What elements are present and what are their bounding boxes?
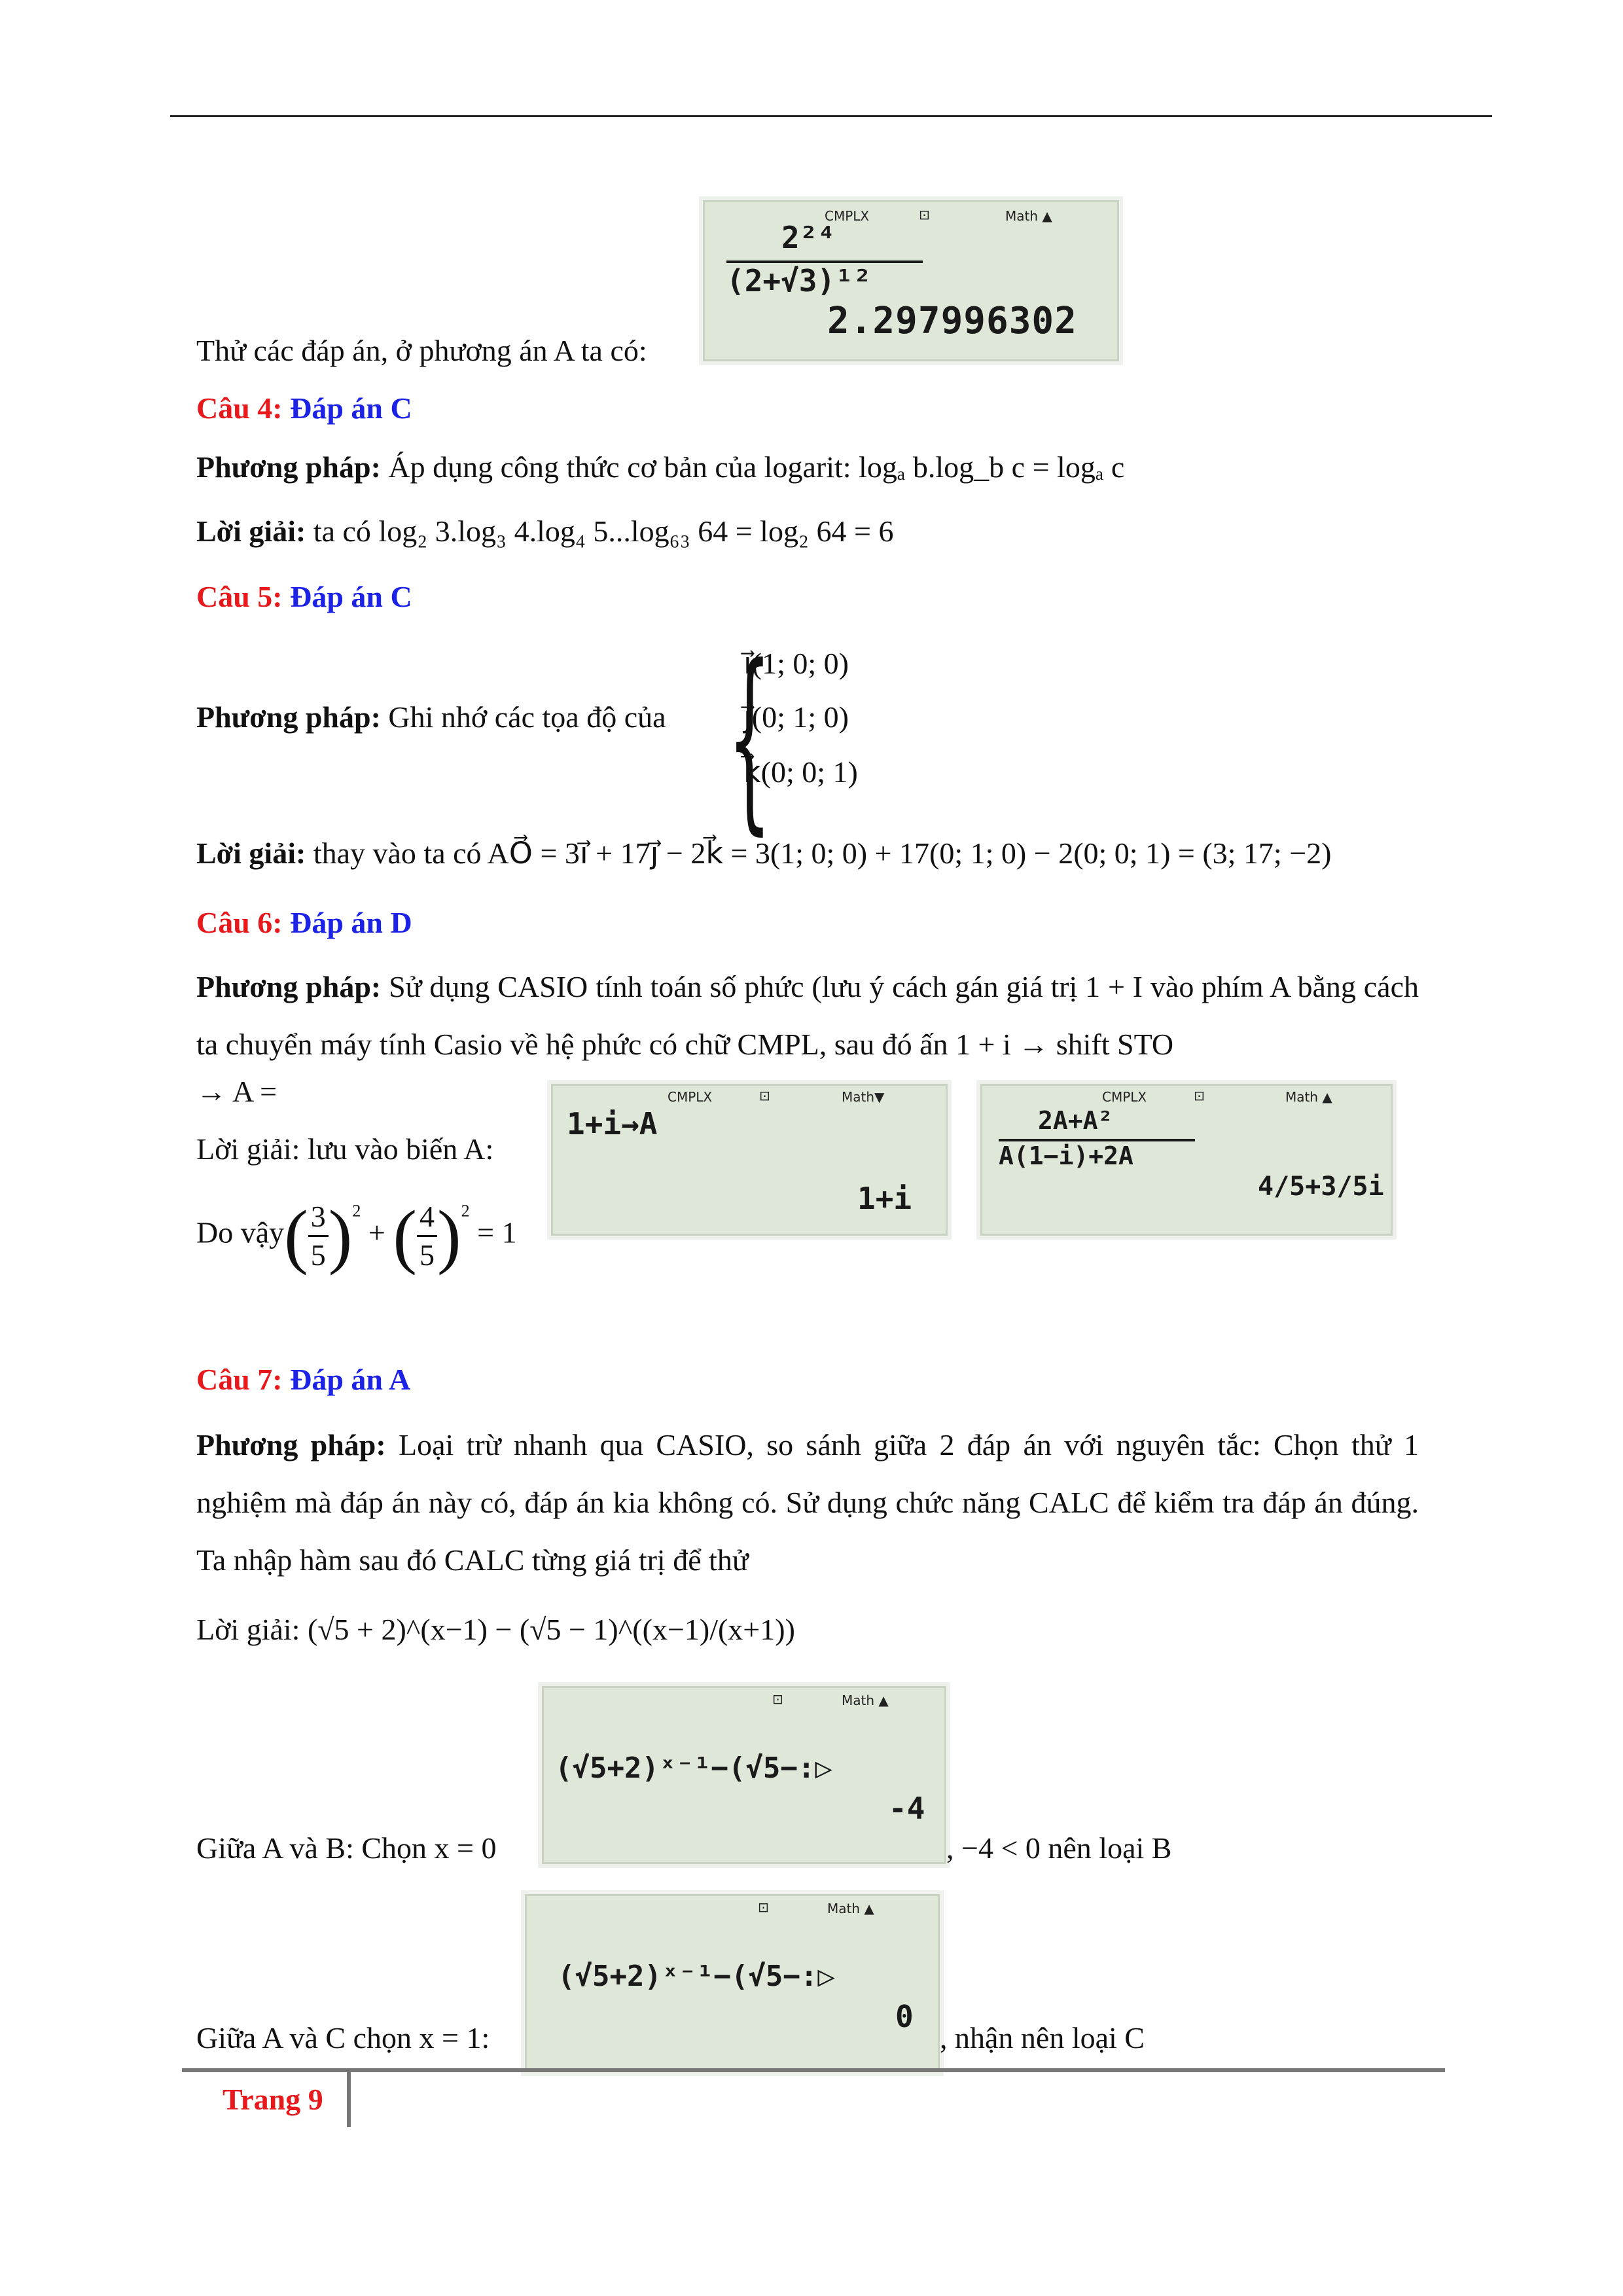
q7-method: Phương pháp: Loại trừ nhanh qua CASIO, so sánh giữa 2 đáp án với nguyên tắc: Chọn thử 1 nghiệm mà đáp án này có, đáp án kia không có. Sử dụng chức năng CALC để kiểm tra đáp án đúng. Ta nhập hàm sau đó CALC từng giá trị để thử [196, 1428, 1419, 1577]
footer-rule [182, 2068, 1445, 2072]
math-indicator: Math ▲ [1285, 1089, 1332, 1105]
q5-vector-i: i⃗(1; 0; 0) [743, 647, 849, 680]
math-indicator: Math ▲ [842, 1693, 889, 1708]
q4-heading: Câu 4: Đáp án C [196, 391, 412, 425]
q7-line-ab: Giữa A và B: Chọn x = 0 [196, 1831, 497, 1865]
disp-indicator: ⊡ [1194, 1088, 1205, 1103]
calc-input-line: 1+i→A [567, 1106, 658, 1141]
header-rule [170, 115, 1492, 117]
calc-result: 0 [895, 1999, 914, 2034]
q5-method: Phương pháp: Ghi nhớ các tọa độ của [196, 700, 666, 734]
q7-heading: Câu 7: Đáp án A [196, 1363, 411, 1396]
math-indicator: Math ▲ [827, 1901, 874, 1916]
q6-method: Phương pháp: Sử dụng CASIO tính toán số phức (lưu ý cách gán giá trị 1 + I vào phím A bằng cách ta chuyển máy tính Casio về hệ phức có chữ CMPL, sau đó ấn 1 + i → shift STO [196, 970, 1419, 1061]
q5-solution: Lời giải: thay vào ta có AO⃗ = 3i⃗ + 17j⃗ − 2k⃗ = 3(1; 0; 0) + 17(0; 1; 0) − 2(0; 0; 1) = (3; 17; −2) [196, 836, 1332, 870]
q4-solution: Lời giải: ta có log₂ 3.log₃ 4.log₄ 5...log₆₃ 64 = log₂ 64 = 6 [196, 514, 894, 548]
disp-indicator: ⊡ [772, 1691, 783, 1707]
q7-line-ac-tail: , nhận nên loại C [940, 2021, 1145, 2054]
q6-method-tail: → A = [196, 1075, 277, 1108]
q4-method-formula: logₐ b.log_b c = logₐ c [859, 450, 1125, 484]
q5-solution-formula: AO⃗ = 3i⃗ + 17j⃗ − 2k⃗ = 3(1; 0; 0) + 17(0; 1; 0) − 2(0; 0; 1) = (3; 17; −2) [487, 836, 1332, 870]
q7-line-ab-tail: , −4 < 0 nên loại B [946, 1831, 1172, 1865]
calculator-screen-4 [538, 1682, 950, 1868]
calculator-screen-5 [521, 1890, 944, 2076]
calc-denominator: A(1−i)+2A [999, 1141, 1133, 1170]
calc-expression: (√5+2)ˣ⁻¹−(√5−:▷ [558, 1960, 835, 1993]
q7-line-ac: Giữa A và C chọn x = 1: [196, 2021, 490, 2054]
calc-result: 1+i [857, 1181, 912, 1216]
q4-solution-formula: log₂ 3.log₃ 4.log₄ 5...log₆₃ 64 = log₂ 64 = 6 [378, 514, 894, 548]
calculator-screen-3 [976, 1080, 1397, 1240]
calc-result: 4/5+3/5i [1258, 1172, 1384, 1202]
calculator-screen-1 [699, 196, 1123, 365]
calculator-screen-2 [547, 1080, 952, 1240]
q5-brace: { [728, 624, 772, 852]
q4-method: Phương pháp: Áp dụng công thức cơ bản của logarit: logₐ b.log_b c = logₐ c [196, 450, 1125, 484]
footer-divider [347, 2072, 351, 2127]
calc-expression: (√5+2)ˣ⁻¹−(√5−:▷ [555, 1751, 832, 1785]
try-answers-text: Thử các đáp án, ở phương án A ta có: [196, 334, 647, 367]
calc-numerator: 2²⁴ [781, 220, 836, 255]
calc-result: -4 [889, 1791, 925, 1826]
disp-indicator: ⊡ [759, 1088, 770, 1103]
cmplx-indicator: CMPLX [1102, 1089, 1147, 1105]
calc-result: 2.297996302 [827, 300, 1077, 342]
q7-solution-formula: (√5 + 2)^(x−1) − (√5 − 1)^((x−1)/(x+1)) [307, 1613, 795, 1646]
calc-numerator: 2A+A² [1038, 1106, 1113, 1135]
q5-vector-j: j⃗(0; 1; 0) [743, 700, 849, 734]
math-indicator: Math ▲ [1005, 208, 1052, 224]
page-number: Trang 9 [223, 2083, 323, 2116]
q6-conclusion: Do vậy( $\frac{3}{5}$ )$^2$ + ( $\frac{4}{5}$ )$^2$ = 1 [196, 1196, 517, 1276]
q6-heading: Câu 6: Đáp án D [196, 906, 412, 939]
calc-denominator: (2+√3)¹² [726, 263, 872, 298]
math-indicator: Math▼ [842, 1089, 885, 1105]
disp-indicator: ⊡ [919, 207, 930, 223]
q5-heading: Câu 5: Đáp án C [196, 580, 412, 613]
q7-solution: Lời giải: (√5 + 2)^(x−1) − (√5 − 1)^((x−1)/(x+1)) [196, 1613, 795, 1646]
q5-vector-k: k⃗(0; 0; 1) [743, 755, 858, 789]
cmplx-indicator: CMPLX [825, 208, 870, 224]
q6-solution: Lời giải: lưu vào biến A: [196, 1132, 494, 1166]
cmplx-indicator: CMPLX [668, 1089, 713, 1105]
disp-indicator: ⊡ [758, 1899, 769, 1915]
